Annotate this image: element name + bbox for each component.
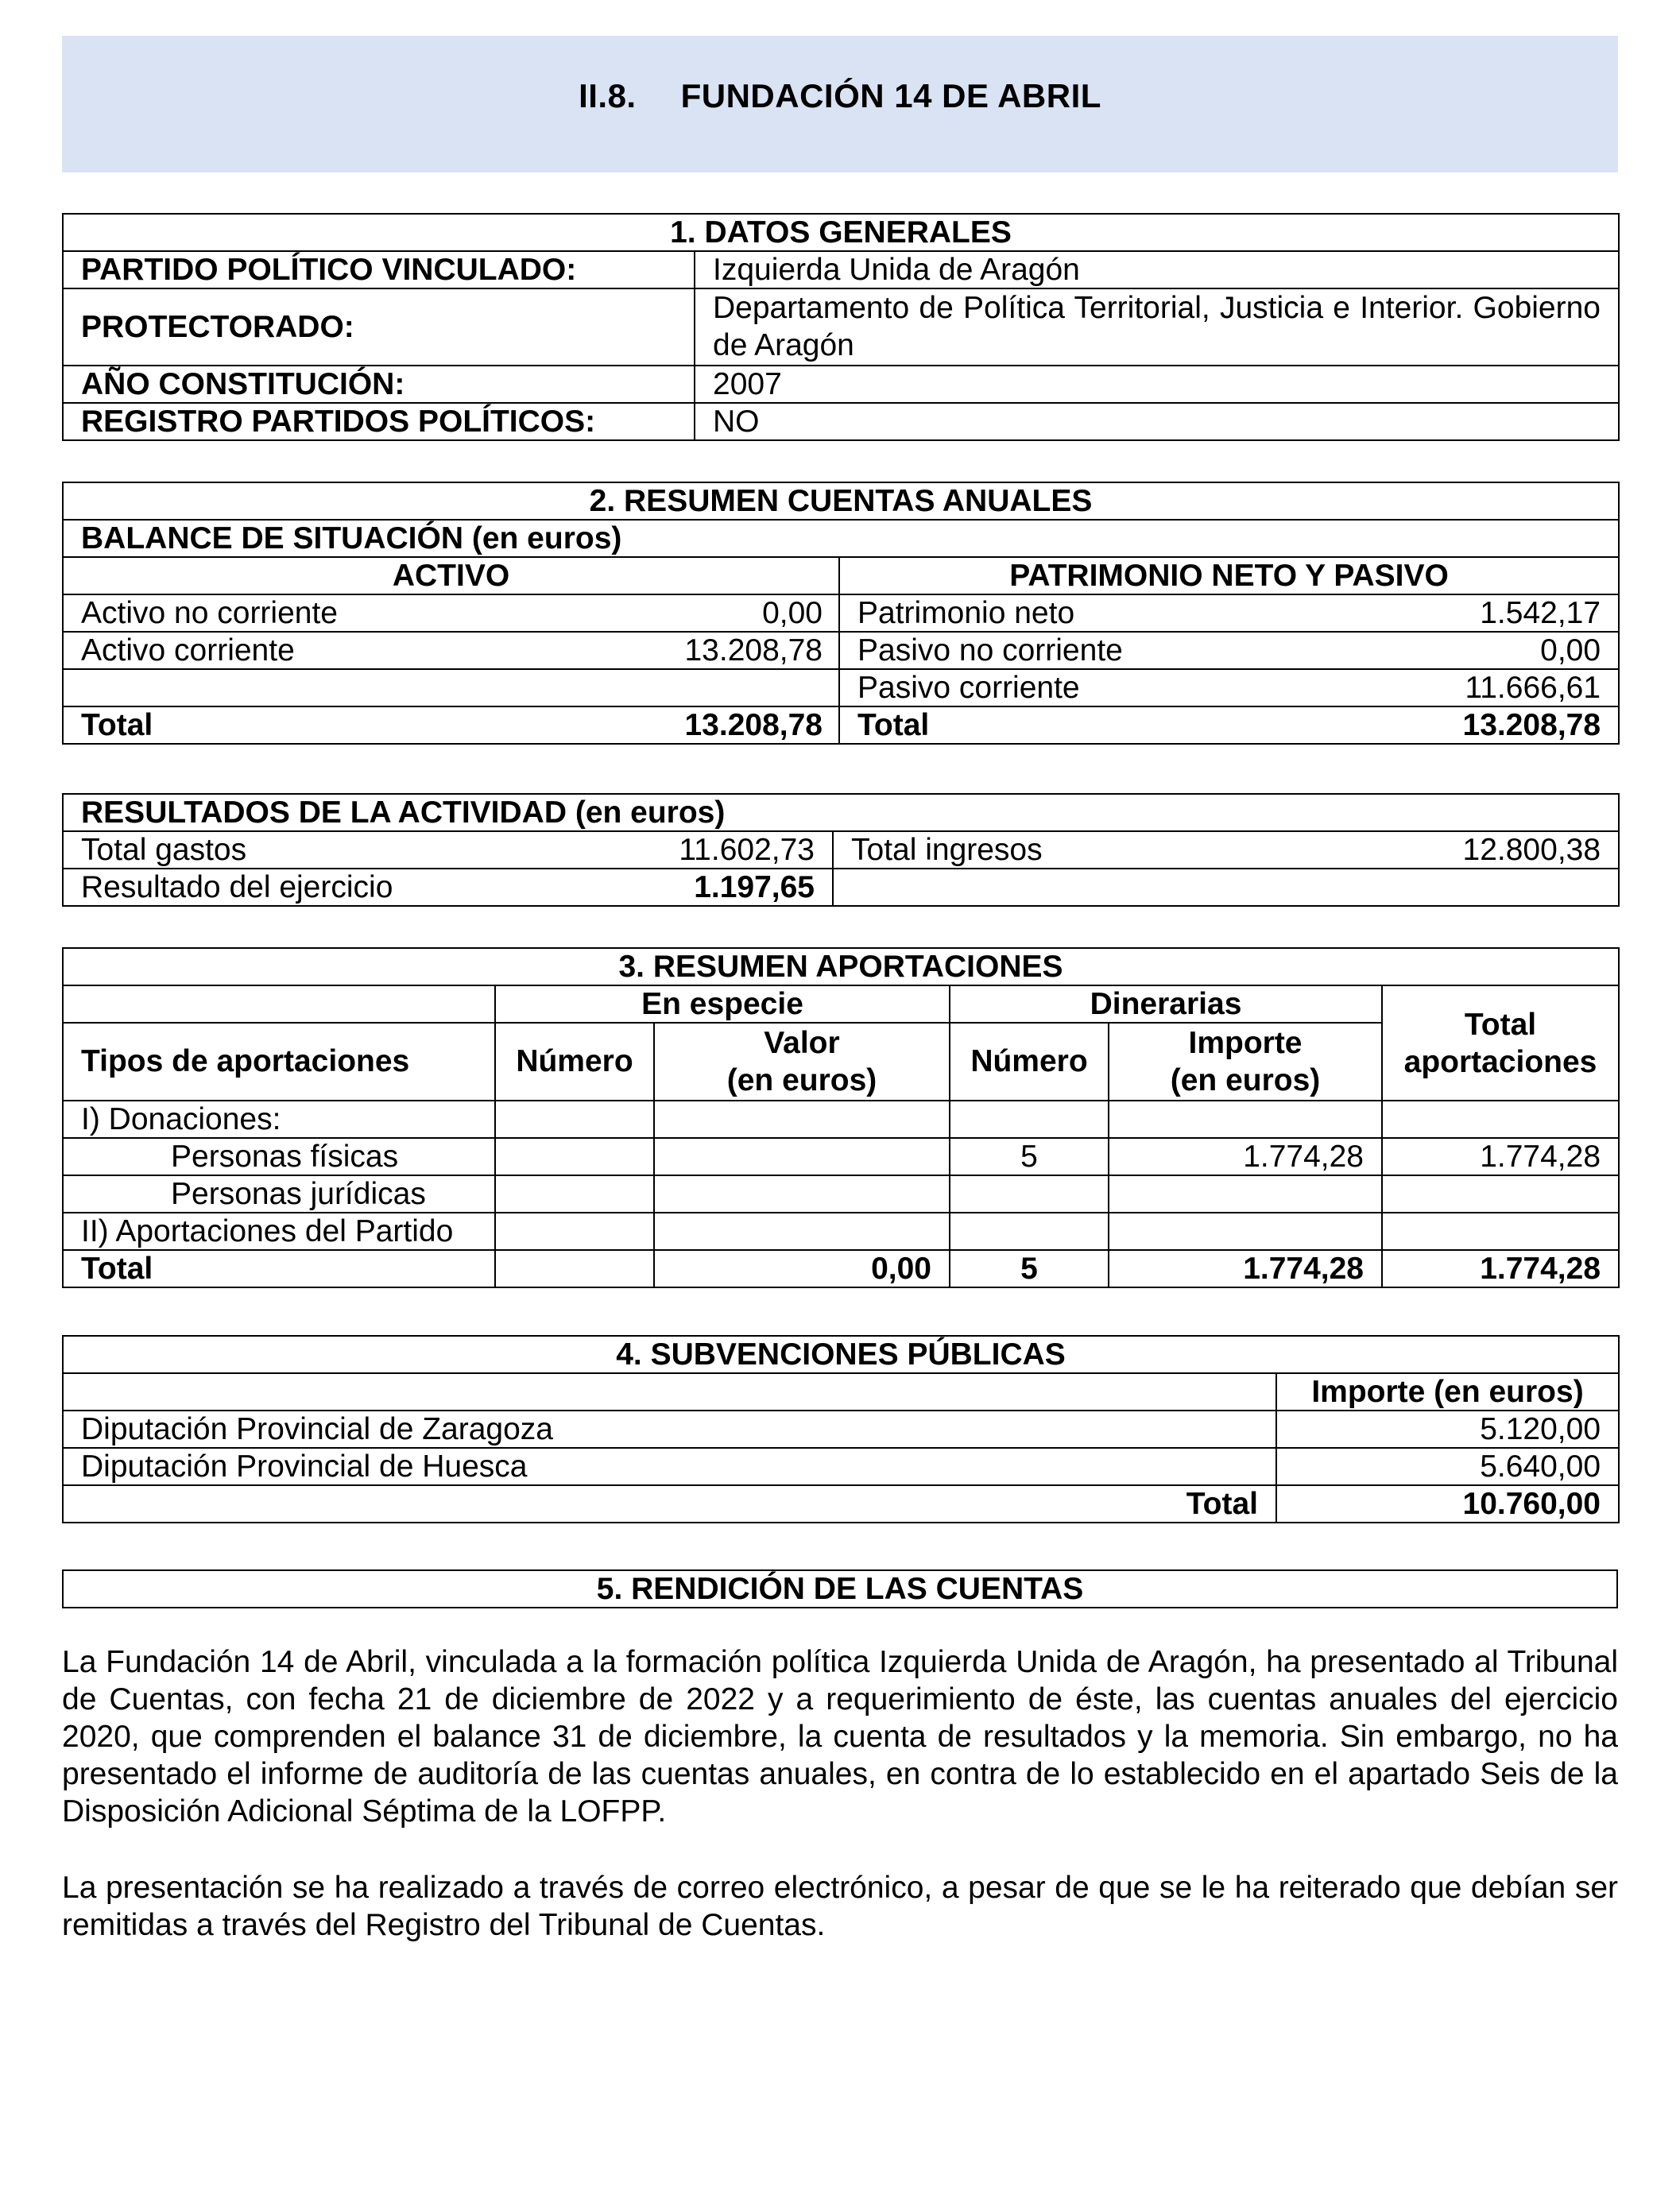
total-num-dinerarias: 5: [950, 1250, 1109, 1287]
ingresos-label: Total ingresos: [833, 831, 1421, 869]
table-row: [63, 1138, 1619, 1175]
rendicion-heading: 5. RENDICIÓN DE LAS CUENTAS: [63, 1570, 1617, 1608]
gastos-value: 11.602,73: [597, 831, 833, 869]
section-header: [62, 36, 1618, 172]
importe-dinerarias: [1109, 1213, 1382, 1250]
tipo-label: I) Donaciones:: [63, 1101, 495, 1138]
table-row: [63, 1101, 1619, 1138]
balance-title: BALANCE DE SITUACIÓN (en euros): [63, 520, 1619, 557]
row-value: Izquierda Unida de Aragón: [695, 251, 1619, 288]
table-row: [63, 1411, 1619, 1448]
resumen-cuentas-heading: 2. RESUMEN CUENTAS ANUALES: [63, 482, 1619, 520]
valor-especie: [654, 1175, 950, 1213]
pasivo-label: Pasivo corriente: [839, 669, 1395, 706]
aportaciones-total-label: Total: [63, 1250, 495, 1287]
subvenciones-total-value: 10.760,00: [1276, 1485, 1619, 1523]
numero-especie-header: Número: [495, 1023, 654, 1101]
importe-header: [1109, 1023, 1382, 1101]
resultado-label: Resultado del ejercicio: [63, 869, 597, 906]
total-aportaciones-header-line1: Total: [1464, 1007, 1537, 1042]
table-row: [63, 1175, 1619, 1213]
table-row: [63, 1485, 1619, 1523]
activo-header: ACTIVO: [63, 557, 839, 594]
subvencion-value: 5.640,00: [1276, 1448, 1619, 1485]
row-label: PARTIDO POLÍTICO VINCULADO:: [63, 251, 695, 288]
datos-generales-table: [62, 213, 1620, 441]
section-name: FUNDACIÓN 14 DE ABRIL: [680, 77, 1101, 114]
num-dinerarias: [950, 1175, 1109, 1213]
numero-dinerarias-header: Número: [950, 1023, 1109, 1101]
importe-column-header: Importe (en euros): [1276, 1373, 1619, 1411]
pasivo-value: 1.542,17: [1395, 594, 1619, 632]
row-label: AÑO CONSTITUCIÓN:: [63, 366, 695, 403]
table-row: [63, 669, 1619, 706]
table-row: [63, 403, 1619, 440]
activo-label: Activo corriente: [63, 632, 587, 669]
row-label: PROTECTORADO:: [63, 288, 695, 366]
table-row: [63, 869, 1619, 906]
total-importe-dinerarias: 1.774,28: [1109, 1250, 1382, 1287]
aportaciones-table: [62, 947, 1620, 1288]
total-aportaciones: [1382, 1213, 1619, 1250]
total-aportaciones: 1.774,28: [1382, 1138, 1619, 1175]
rendicion-paragraph-1: La Fundación 14 de Abril, vinculada a la formación política Izquierda Unida de Aragón, ha presentado al Tribunal de Cuentas, con fecha 21 de diciembre de 2022 y a requerimiento de éste, las cuentas anuales del ejercicio 2020, que comprenden el balance 31 de diciembre, la cuenta de resultados y la memoria. Sin embargo, no ha presentado el informe de auditoría de las cuentas anuales, en contra de lo establecido en el apartado Seis de la Disposición Adicional Séptima de la LOFPP.: [62, 1645, 1618, 1829]
gastos-label: Total gastos: [63, 831, 597, 869]
table-row: [63, 632, 1619, 669]
rendicion-heading-box: [62, 1569, 1618, 1608]
importe-dinerarias: [1109, 1101, 1382, 1138]
subvenciones-heading: 4. SUBVENCIONES PÚBLICAS: [63, 1336, 1619, 1373]
pasivo-value: 11.666,61: [1395, 669, 1619, 706]
total-valor-especie: 0,00: [654, 1250, 950, 1287]
tipo-label: Personas físicas: [63, 1138, 495, 1175]
activo-value: 13.208,78: [587, 632, 839, 669]
subvencion-label: Diputación Provincial de Zaragoza: [63, 1411, 1276, 1448]
total-num-especie: [495, 1250, 654, 1287]
num-dinerarias: [950, 1213, 1109, 1250]
num-especie: [495, 1138, 654, 1175]
dinerarias-header: Dinerarias: [950, 985, 1382, 1023]
aportaciones-heading: 3. RESUMEN APORTACIONES: [63, 948, 1619, 985]
num-dinerarias: 5: [950, 1138, 1109, 1175]
datos-generales-heading: 1. DATOS GENERALES: [63, 214, 1619, 251]
importe-header-line2: (en euros): [1170, 1063, 1321, 1097]
rendicion-paragraph-2: La presentación se ha realizado a través de correo electrónico, a pesar de que se le ha reiterado que debían ser remitidas a través del Registro del Tribunal de Cuentas.: [62, 1871, 1618, 1942]
pasivo-value: 0,00: [1395, 632, 1619, 669]
table-row: [63, 1213, 1619, 1250]
valor-especie: [654, 1101, 950, 1138]
importe-dinerarias: [1109, 1175, 1382, 1213]
row-value: NO: [695, 403, 1619, 440]
table-row: [63, 251, 1619, 288]
valor-especie: [654, 1138, 950, 1175]
row-value: Departamento de Política Territorial, Justicia e Interior. Gobierno de Aragón: [695, 288, 1619, 366]
subvenciones-table: [62, 1335, 1620, 1523]
activo-value: [587, 669, 839, 706]
importe-dinerarias: 1.774,28: [1109, 1138, 1382, 1175]
tipos-header: Tipos de aportaciones: [63, 1023, 495, 1101]
activo-total-label: Total: [63, 706, 587, 744]
row-value: 2007: [695, 366, 1619, 403]
total-aportaciones-header-line2: aportaciones: [1403, 1044, 1597, 1079]
tipo-label: Personas jurídicas: [63, 1175, 495, 1213]
total-aportaciones-header: [1382, 985, 1619, 1101]
valor-especie: [654, 1213, 950, 1250]
table-row: [63, 1250, 1619, 1287]
activo-label: [63, 669, 587, 706]
resultados-table: [62, 793, 1620, 907]
num-especie: [495, 1175, 654, 1213]
num-dinerarias: [950, 1101, 1109, 1138]
pasivo-label: Pasivo no corriente: [839, 632, 1395, 669]
subvenciones-total-label: Total: [63, 1485, 1276, 1523]
num-especie: [495, 1101, 654, 1138]
activo-label: Activo no corriente: [63, 594, 587, 632]
pasivo-label: Patrimonio neto: [839, 594, 1395, 632]
pasivo-total-value: 13.208,78: [1395, 706, 1619, 744]
subvencion-label: Diputación Provincial de Huesca: [63, 1448, 1276, 1485]
table-row: [63, 366, 1619, 403]
balance-table: [62, 482, 1620, 745]
total-total-aportaciones: 1.774,28: [1382, 1250, 1619, 1287]
subvencion-value: 5.120,00: [1276, 1411, 1619, 1448]
table-row: [63, 288, 1619, 366]
activo-value: 0,00: [587, 594, 839, 632]
pasivo-total-label: Total: [839, 706, 1395, 744]
total-aportaciones: [1382, 1101, 1619, 1138]
tipo-label: II) Aportaciones del Partido: [63, 1213, 495, 1250]
section-title: [62, 77, 1618, 115]
table-row: [63, 831, 1619, 869]
ingresos-value: 12.800,38: [1421, 831, 1619, 869]
table-row: [63, 594, 1619, 632]
importe-header-line1: Importe: [1188, 1026, 1303, 1060]
valor-header: [654, 1023, 950, 1101]
valor-header-line1: Valor: [764, 1026, 840, 1060]
activo-total-value: 13.208,78: [587, 706, 839, 744]
resultados-title: RESULTADOS DE LA ACTIVIDAD (en euros): [63, 794, 1619, 831]
table-row: [63, 1448, 1619, 1485]
valor-header-line2: (en euros): [726, 1063, 877, 1097]
resultado-value: 1.197,65: [597, 869, 833, 906]
num-especie: [495, 1213, 654, 1250]
section-number: II.8.: [579, 77, 637, 114]
row-label: REGISTRO PARTIDOS POLÍTICOS:: [63, 403, 695, 440]
pasivo-header: PATRIMONIO NETO Y PASIVO: [839, 557, 1619, 594]
total-aportaciones: [1382, 1175, 1619, 1213]
table-row: [63, 706, 1619, 744]
especie-header: En especie: [495, 985, 950, 1023]
